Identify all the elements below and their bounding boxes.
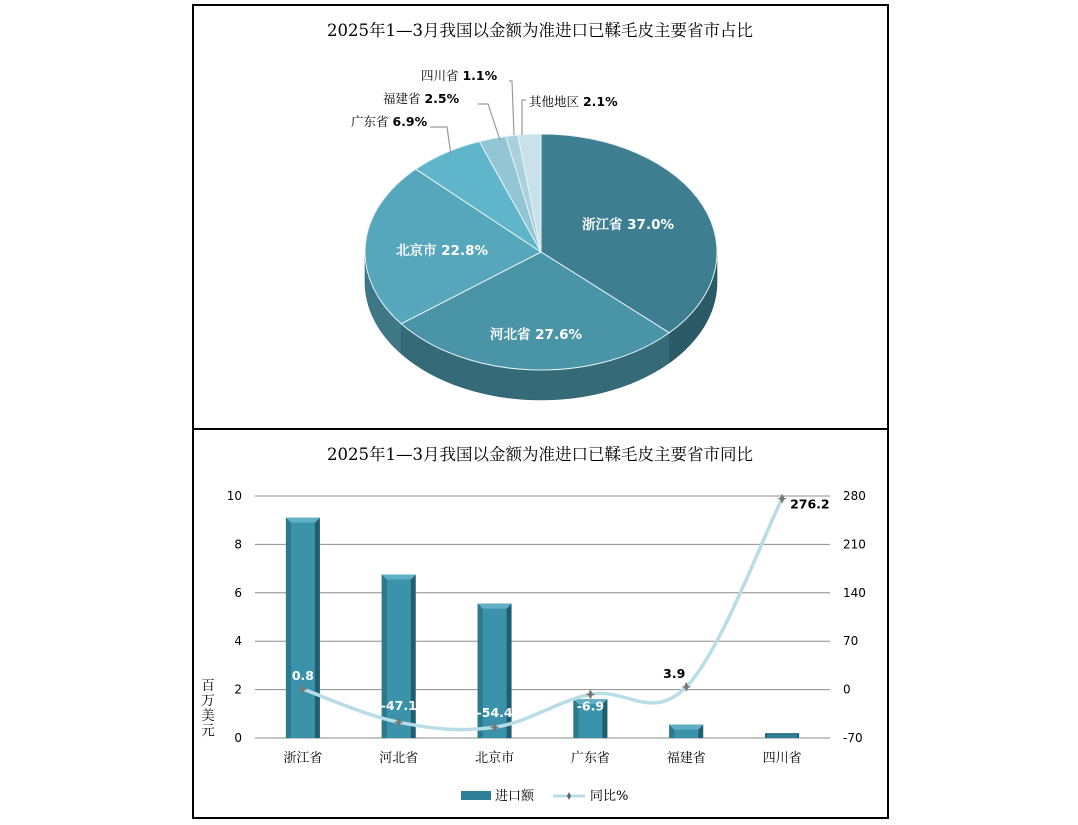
- pie-label-2: 北京市 22.8%: [395, 243, 489, 259]
- x-category-label: 浙江省: [283, 751, 323, 766]
- pie-label-5: 四川省 1.1%: [421, 68, 498, 83]
- y-right-tick: 210: [843, 537, 866, 552]
- yoy-data-label: 3.9: [663, 665, 686, 681]
- bar-4: [669, 725, 703, 738]
- bar-5: [765, 733, 799, 738]
- pie-label-6: 其他地区 2.1%: [529, 94, 618, 109]
- yoy-line: [303, 499, 782, 730]
- legend-label-yoy: 同比%: [590, 789, 629, 804]
- pie-label-4: 福建省 2.5%: [383, 91, 460, 106]
- pie-label-1: 河北省 27.6%: [489, 327, 583, 343]
- y-left-tick: 10: [226, 489, 242, 503]
- x-category-label: 四川省: [762, 751, 802, 766]
- y-left-tick: 2: [234, 682, 242, 697]
- yoy-data-label: -6.9: [576, 698, 605, 714]
- y-left-tick: 4: [234, 634, 242, 649]
- yoy-data-label: -54.4: [476, 705, 513, 721]
- y-right-tick: 140: [843, 585, 866, 600]
- bar-0: [286, 518, 320, 738]
- y-right-tick: 280: [843, 489, 866, 503]
- legend-swatch-import: [461, 791, 491, 800]
- yoy-data-label: -47.1: [380, 698, 417, 714]
- pie-label-3: 广东省 6.9%: [351, 114, 428, 129]
- x-category-label: 福建省: [666, 751, 706, 766]
- legend-label-import: 进口额: [495, 789, 535, 804]
- y-left-tick: 0: [234, 731, 242, 745]
- y-left-tick: 6: [234, 585, 242, 600]
- y-right-tick: 0: [843, 682, 851, 697]
- yoy-data-label: 276.2: [790, 496, 830, 512]
- yoy-data-label: 0.8: [291, 668, 314, 684]
- y-right-tick: 70: [843, 634, 859, 649]
- bar-chart-title: 2025年1—3月我国以金额为准进口已鞣毛皮主要省市同比: [327, 445, 753, 464]
- x-category-label: 北京市: [475, 751, 515, 766]
- x-category-label: 广东省: [570, 751, 610, 766]
- pie-label-0: 浙江省 37.0%: [581, 217, 675, 233]
- y-right-tick: -70: [843, 731, 863, 745]
- bar-1: [382, 575, 416, 738]
- y-axis-title: 百万美元: [201, 678, 215, 739]
- x-category-label: 河北省: [379, 751, 419, 766]
- y-left-tick: 8: [234, 537, 242, 552]
- pie-chart-title: 2025年1—3月我国以金额为准进口已鞣毛皮主要省市占比: [327, 21, 753, 40]
- legend-marker-yoy: [567, 792, 571, 800]
